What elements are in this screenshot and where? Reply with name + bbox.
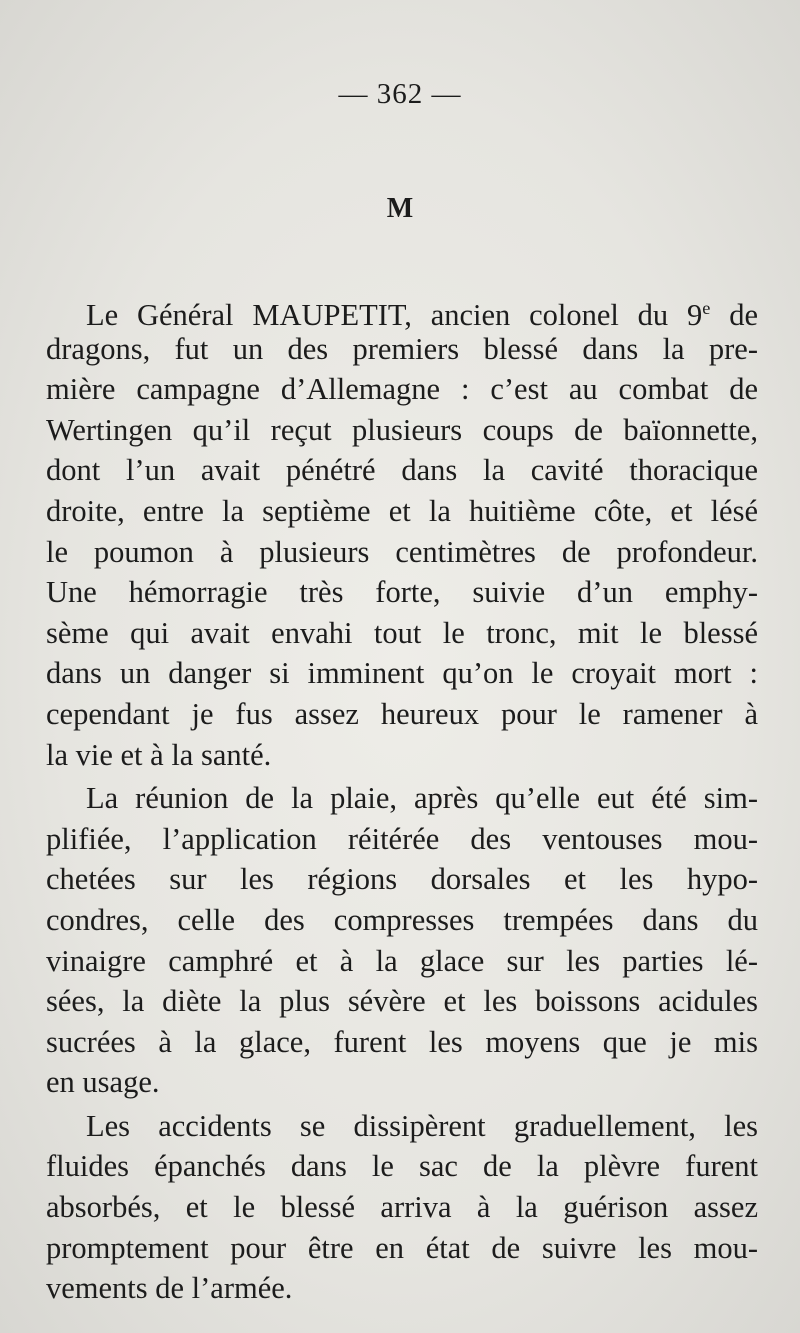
text-line: promptement pour être en état de suivre les mou- xyxy=(46,1230,758,1265)
body-text xyxy=(46,288,758,1309)
section-heading: M xyxy=(386,193,414,224)
page-number: — 362 — xyxy=(338,78,462,110)
text-line: dragons, fut un des premiers blessé dans la pre- xyxy=(46,331,758,366)
text-line: chetées sur les régions dorsales et les hypo- xyxy=(46,862,758,897)
text-line: dont l’un avait pénétré dans la cavité thoracique xyxy=(46,453,758,488)
text-line: sées, la diète la plus sévère et les boissons acidules xyxy=(46,984,758,1019)
text-line: absorbés, et le blessé arriva à la guérison assez xyxy=(46,1190,758,1225)
text-line: le poumon à plusieurs centimètres de profondeur. xyxy=(46,534,758,569)
text-line: Les accidents se dissipèrent graduellement, les xyxy=(86,1108,758,1143)
text-line: sème qui avait envahi tout le tronc, mit le blessé xyxy=(46,615,758,650)
text-line: vinaigre camphré et à la glace sur les parties lé- xyxy=(46,943,758,978)
text-line: Le Général MAUPETIT, ancien colonel du 9e de xyxy=(86,298,758,333)
text-line: mière campagne d’Allemagne : c’est au combat de xyxy=(46,372,758,407)
text-line: sucrées à la glace, furent les moyens que je mis xyxy=(46,1024,758,1059)
text-line: fluides épanchés dans le sac de la plèvre furent xyxy=(46,1149,758,1184)
text-line: vements de l’armée. xyxy=(46,1271,293,1306)
text-line: condres, celle des compresses trempées dans du xyxy=(46,902,758,937)
text-line: cependant je fus assez heureux pour le ramener à xyxy=(46,696,758,731)
text-line: en usage. xyxy=(46,1065,160,1100)
text-line: Wertingen qu’il reçut plusieurs coups de baïonnette, xyxy=(46,412,758,447)
text-line: Une hémorragie très forte, suivie d’un emphy- xyxy=(46,575,758,610)
text-line: droite, entre la septième et la huitième côte, et lésé xyxy=(46,493,758,528)
text-line: dans un danger si imminent qu’on le croyait mort : xyxy=(46,656,758,691)
ordinal-superscript: e xyxy=(702,298,711,318)
text-line: plifiée, l’application réitérée des ventouses mou- xyxy=(46,821,758,856)
text-line: la vie et à la santé. xyxy=(46,737,272,772)
text-line: La réunion de la plaie, après qu’elle eut été sim- xyxy=(86,781,758,816)
